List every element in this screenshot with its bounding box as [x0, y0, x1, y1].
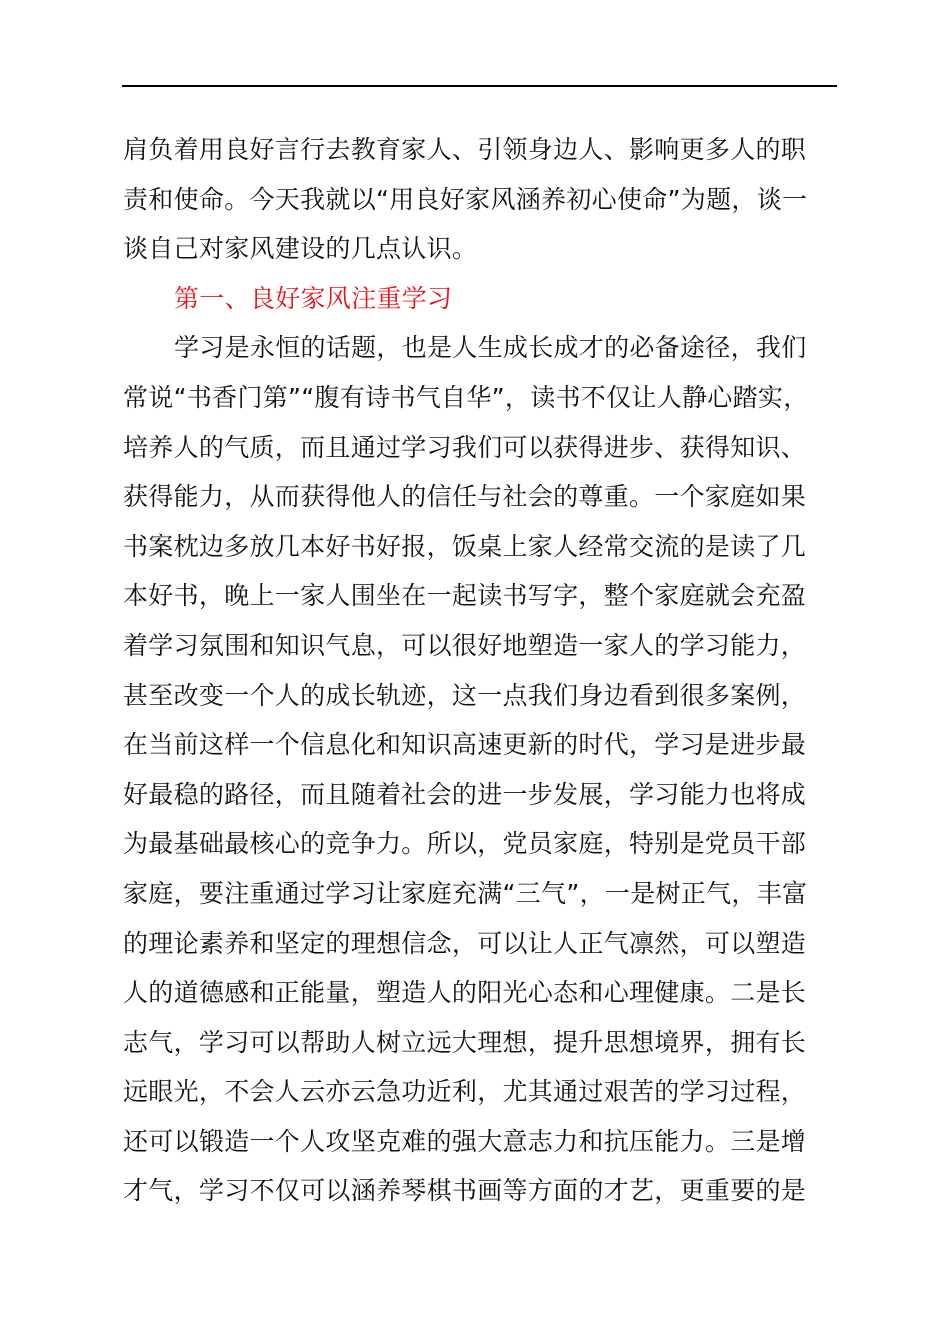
paragraph-line: 学习是永恒的话题，也是人生成长成才的必备途径，我们 — [174, 333, 807, 363]
paragraph-line: 培养人的气质，而且通过学习我们可以获得进步、获得知识、 — [123, 432, 807, 462]
paragraph-line: 本好书，晚上一家人围坐在一起读书写字，整个家庭就会充盈 — [123, 581, 807, 611]
paragraph-line: 志气，学习可以帮助人树立远大理想，提升思想境界，拥有长 — [123, 1027, 807, 1057]
paragraph-line: 甚至改变一个人的成长轨迹，这一点我们身边看到很多案例， — [123, 680, 807, 710]
paragraph-line: 在当前这样一个信息化和知识高速更新的时代，学习是进步最 — [123, 730, 807, 760]
intro-line: 肩负着用良好言行去教育家人、引领身边人、影响更多人的职 — [123, 135, 807, 164]
paragraph-line: 才气，学习不仅可以涵养琴棋书画等方面的才艺，更重要的是 — [123, 1176, 807, 1206]
header-rule — [122, 85, 837, 87]
intro-line: 责和使命。今天我就以“用良好家风涵养初心使命”为题，谈一 — [123, 184, 808, 214]
paragraph-line: 着学习氛围和知识气息，可以很好地塑造一家人的学习能力， — [123, 630, 807, 660]
body-text — [123, 125, 839, 1216]
paragraph-line: 为最基础最核心的竞争力。所以，党员家庭，特别是党员干部 — [123, 829, 807, 859]
paragraph-line: 常说“书香门第”“腹有诗书气自华”，读书不仅让人静心踏实， — [123, 382, 809, 412]
paragraph-line: 家庭，要注重通过学习让家庭充满“三气”，一是树正气，丰富 — [123, 878, 808, 908]
intro-line: 谈自己对家风建设的几点认识。 — [123, 234, 478, 264]
paragraph-line: 还可以锻造一个人攻坚克难的强大意志力和抗压能力。三是增 — [123, 1126, 807, 1156]
section-heading: 第一、良好家风注重学习 — [174, 283, 453, 313]
paragraph-line: 远眼光，不会人云亦云急功近利，尤其通过艰苦的学习过程， — [123, 1077, 807, 1107]
paragraph-line: 好最稳的路径，而且随着社会的进一步发展，学习能力也将成 — [123, 779, 807, 809]
paragraph-line: 人的道德感和正能量，塑造人的阳光心态和心理健康。二是长 — [123, 978, 807, 1008]
paragraph-line: 的理论素养和坚定的理想信念，可以让人正气凛然，可以塑造 — [123, 928, 807, 958]
paragraph-line: 获得能力，从而获得他人的信任与社会的尊重。一个家庭如果 — [123, 482, 807, 512]
paragraph-line: 书案枕边多放几本好书好报，饭桌上家人经常交流的是读了几 — [123, 531, 807, 561]
